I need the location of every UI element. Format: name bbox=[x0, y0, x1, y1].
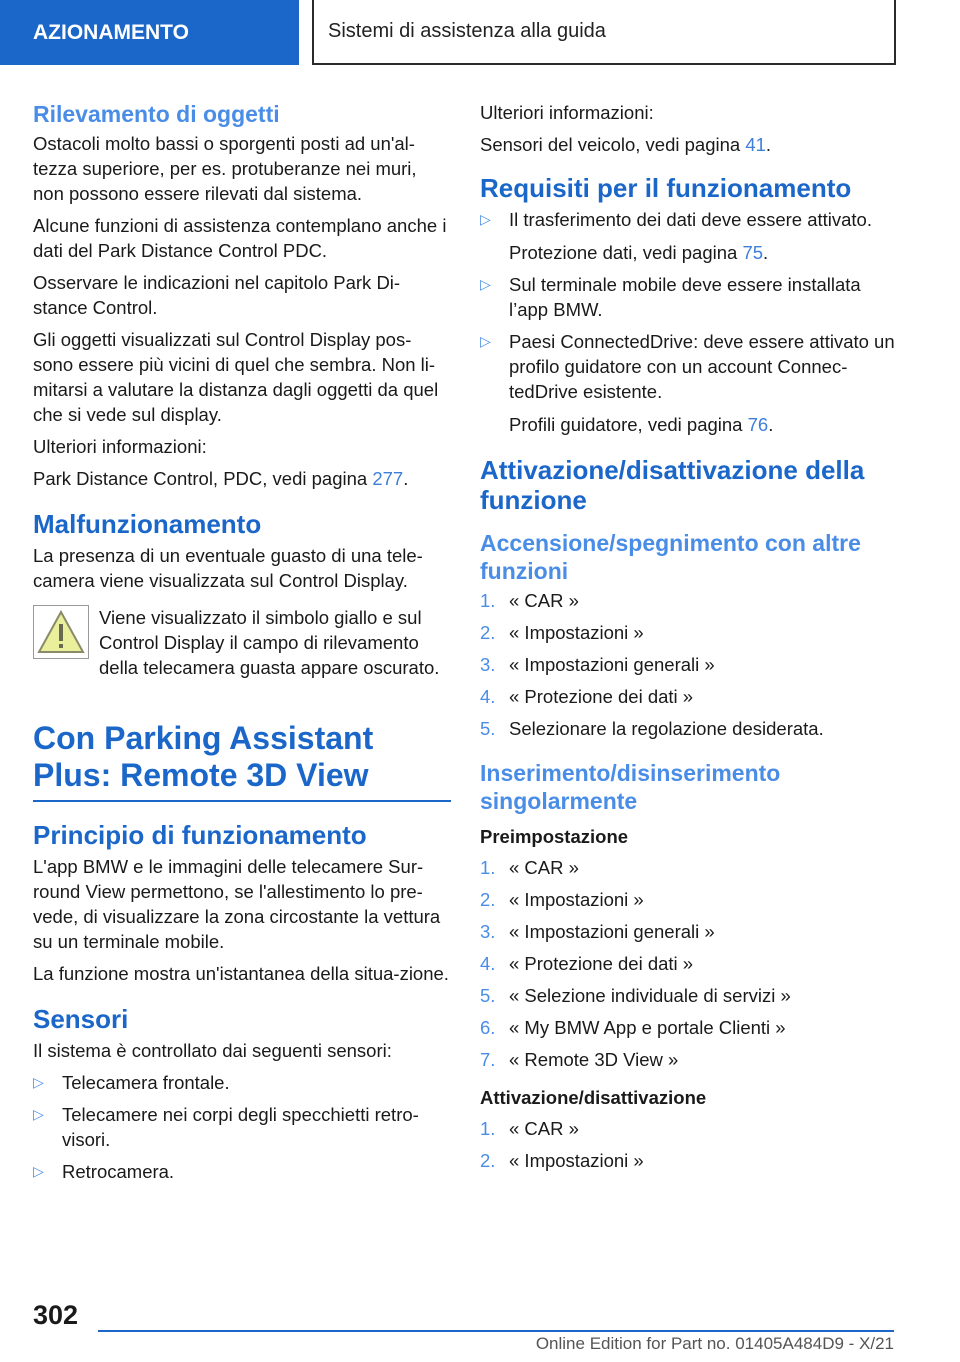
requirements-list bbox=[480, 207, 900, 232]
step-number: 7. bbox=[480, 1049, 496, 1070]
list-item bbox=[33, 1159, 451, 1184]
step-item bbox=[480, 684, 900, 709]
step-number: 5. bbox=[480, 718, 496, 739]
step-text: « CAR » bbox=[509, 590, 579, 611]
step-item bbox=[480, 855, 900, 880]
step-text: « My BMW App e portale Clienti » bbox=[509, 1017, 786, 1038]
step-item bbox=[480, 887, 900, 912]
heading-switch-with-functions: Accensione/spegnimento con altre funzioni bbox=[480, 530, 861, 584]
paragraph: Il sistema è controllato dai seguenti sensori: bbox=[33, 1040, 392, 1061]
sensor-list bbox=[33, 1070, 451, 1184]
steps-list bbox=[480, 1116, 900, 1173]
step-number: 5. bbox=[480, 985, 496, 1006]
page-link[interactable]: 76 bbox=[747, 414, 769, 435]
step-item bbox=[480, 620, 900, 645]
step-item bbox=[480, 919, 900, 944]
triangle-bullet-icon: ▷ bbox=[33, 1106, 44, 1122]
heading-sensors: Sensori bbox=[33, 1004, 129, 1034]
step-number: 4. bbox=[480, 953, 496, 974]
steps-list bbox=[480, 855, 900, 1072]
page-link[interactable]: 41 bbox=[745, 134, 766, 155]
step-text: « CAR » bbox=[509, 1118, 579, 1139]
step-item bbox=[480, 1015, 900, 1040]
triangle-bullet-icon: ▷ bbox=[33, 1163, 44, 1179]
reference-text: Profili guidatore, vedi pagina bbox=[509, 414, 748, 435]
step-item bbox=[480, 983, 900, 1008]
step-number: 2. bbox=[480, 889, 496, 910]
list-item-text: Retrocamera. bbox=[62, 1161, 175, 1182]
step-text: « Protezione dei dati » bbox=[509, 953, 694, 974]
step-item bbox=[480, 951, 900, 976]
heading-activation: Attivazione/disattivazione della funzione bbox=[480, 455, 865, 515]
triangle-bullet-icon: ▷ bbox=[33, 1074, 44, 1090]
list-item-text: Paesi ConnectedDrive: deve essere attivato un profilo guidatore con un account Connec-tedDrive esistente. bbox=[509, 331, 895, 402]
left-column bbox=[33, 100, 451, 1192]
section-tab: AZIONAMENTO bbox=[0, 0, 299, 65]
step-text: « Impostazioni generali » bbox=[509, 654, 715, 675]
step-number: 6. bbox=[480, 1017, 496, 1038]
step-number: 4. bbox=[480, 686, 496, 707]
step-item bbox=[480, 1116, 900, 1141]
paragraph: Gli oggetti visualizzati sul Control Display pos-sono essere più vicini di quel che sembra. Non li-mitarsi a valutare la distanza dagli oggetti da quel che si vede sul display. bbox=[33, 329, 439, 425]
page-link[interactable]: 277 bbox=[372, 468, 404, 489]
list-item bbox=[33, 1070, 451, 1095]
heading-individual-switch: Inserimento/disinserimento singolarmente bbox=[480, 760, 781, 814]
triangle-bullet-icon: ▷ bbox=[480, 333, 491, 349]
reference-text: Sensori del veicolo, vedi pagina bbox=[480, 134, 746, 155]
step-text: Selezionare la regolazione desiderata. bbox=[509, 718, 824, 739]
warning-box bbox=[33, 605, 451, 680]
list-item-text: Il trasferimento dei dati deve essere attivato. bbox=[509, 209, 872, 230]
chapter-header: Sistemi di assistenza alla guida bbox=[312, 0, 896, 65]
warning-triangle-icon bbox=[33, 605, 89, 659]
page-reference: Sensori del veicolo, vedi pagina 41. bbox=[480, 134, 772, 155]
list-item bbox=[480, 207, 900, 232]
reference-text: Park Distance Control, PDC, vedi pagina bbox=[33, 468, 373, 489]
list-item bbox=[480, 272, 900, 322]
step-item bbox=[480, 716, 900, 741]
heading-preset: Preimpostazione bbox=[480, 826, 629, 847]
step-text: « Impostazioni » bbox=[509, 889, 644, 910]
step-text: « Selezione individuale di servizi » bbox=[509, 985, 791, 1006]
step-number: 2. bbox=[480, 1150, 496, 1171]
page-link[interactable]: 75 bbox=[742, 242, 764, 263]
heading-object-detection: Rilevamento di oggetti bbox=[33, 101, 280, 127]
paragraph: L'app BMW e le immagini delle telecamere Sur-round View permettono, se l'allestimento lo pre-vede, di visualizzare la zona circostante la vettura su un terminale mobile. bbox=[33, 856, 441, 952]
heading-on-off: Attivazione/disattivazione bbox=[480, 1087, 707, 1108]
warning-text: Viene visualizzato il simbolo giallo e sul Control Display il campo di rilevamento della telecamera guasta appare oscurato. bbox=[99, 607, 440, 678]
page-reference: Protezione dati, vedi pagina 75. bbox=[509, 242, 769, 263]
heading-malfunction: Malfunzionamento bbox=[33, 509, 262, 539]
paragraph: Ulteriori informazioni: bbox=[33, 436, 207, 457]
right-column bbox=[480, 100, 900, 1183]
step-text: « Remote 3D View » bbox=[509, 1049, 679, 1070]
list-item-text: Telecamere nei corpi degli specchietti retro-visori. bbox=[62, 1104, 419, 1150]
step-number: 1. bbox=[480, 590, 496, 611]
footer-edition: Online Edition for Part no. 01405A484D9 - X/21 bbox=[535, 1334, 894, 1353]
step-number: 3. bbox=[480, 921, 496, 942]
step-text: « CAR » bbox=[509, 857, 579, 878]
step-number: 1. bbox=[480, 1118, 496, 1139]
requirements-list bbox=[480, 272, 900, 404]
step-number: 1. bbox=[480, 857, 496, 878]
page-reference: Profili guidatore, vedi pagina 76. bbox=[509, 414, 774, 435]
heading-requirements: Requisiti per il funzionamento bbox=[480, 173, 852, 203]
step-text: « Impostazioni » bbox=[509, 1150, 644, 1171]
list-item-text: Sul terminale mobile deve essere installata l’app BMW. bbox=[509, 274, 861, 320]
step-item bbox=[480, 652, 900, 677]
triangle-bullet-icon: ▷ bbox=[480, 211, 491, 227]
step-text: « Protezione dei dati » bbox=[509, 686, 694, 707]
list-item-text: Telecamera frontale. bbox=[62, 1072, 230, 1093]
heading-operating-principle: Principio di funzionamento bbox=[33, 820, 367, 850]
page-reference: Park Distance Control, PDC, vedi pagina 277. bbox=[33, 468, 409, 489]
step-text: « Impostazioni » bbox=[509, 622, 644, 643]
chapter-title: Con Parking Assistant Plus: Remote 3D View bbox=[33, 720, 451, 802]
paragraph: Alcune funzioni di assistenza contemplano anche i dati del Park Distance Control PDC. bbox=[33, 215, 447, 261]
step-number: 3. bbox=[480, 654, 496, 675]
paragraph: La presenza di un eventuale guasto di una tele-camera viene visualizzata sul Control Display. bbox=[33, 545, 423, 591]
steps-list bbox=[480, 588, 900, 741]
paragraph: Ostacoli molto bassi o sporgenti posti ad un'al-tezza superiore, per es. protuberanze nei muri, non possono essere rilevati dal sistema. bbox=[33, 133, 417, 204]
list-item bbox=[480, 329, 900, 404]
list-item bbox=[33, 1102, 451, 1152]
paragraph: La funzione mostra un'istantanea della situa-zione. bbox=[33, 963, 449, 984]
step-item bbox=[480, 588, 900, 613]
step-item bbox=[480, 1148, 900, 1173]
step-item bbox=[480, 1047, 900, 1072]
footer-divider bbox=[98, 1330, 894, 1332]
reference-text: Protezione dati, vedi pagina bbox=[509, 242, 743, 263]
page-number: 302 bbox=[33, 1300, 79, 1330]
step-text: « Impostazioni generali » bbox=[509, 921, 715, 942]
triangle-bullet-icon: ▷ bbox=[480, 276, 491, 292]
paragraph: Osservare le indicazioni nel capitolo Park Di-stance Control. bbox=[33, 272, 401, 318]
step-number: 2. bbox=[480, 622, 496, 643]
paragraph: Ulteriori informazioni: bbox=[480, 102, 654, 123]
